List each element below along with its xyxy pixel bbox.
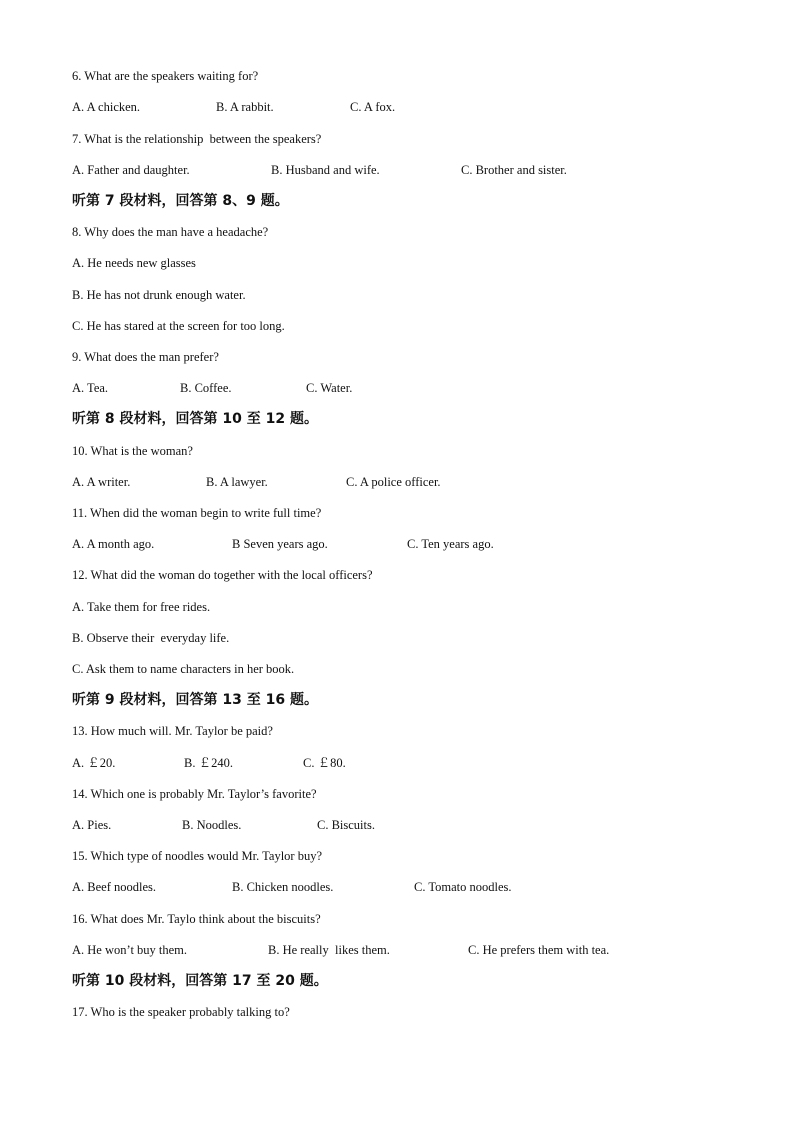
options-16	[72, 942, 722, 958]
option-15b: B. Chicken noodles.	[232, 880, 334, 894]
option-8a: A. He needs new glasses	[72, 256, 196, 270]
option-12b: B. Observe their everyday life.	[72, 631, 230, 645]
options-6	[72, 99, 722, 115]
option-15a: A. Beef noodles.	[72, 880, 157, 894]
option-13c: C. ￡80.	[303, 756, 346, 770]
option-16c: C. He prefers them with tea.	[468, 943, 610, 957]
option-9a: A. Tea.	[72, 381, 109, 395]
option-6a: A. A chicken.	[72, 100, 141, 114]
option-11a: A. A month ago.	[72, 537, 155, 551]
option-10b: B. A lawyer.	[206, 475, 268, 489]
section-heading-7: 听第 7 段材料，回答第 8、9 题。	[72, 193, 289, 209]
option-14b: B. Noodles.	[182, 818, 242, 832]
question-6: 6. What are the speakers waiting for?	[72, 69, 259, 83]
question-14: 14. Which one is probably Mr. Taylor’s favorite?	[72, 787, 317, 801]
option-8c: C. He has stared at the screen for too long.	[72, 319, 285, 333]
question-16: 16. What does Mr. Taylo think about the biscuits?	[72, 912, 321, 926]
options-10	[72, 474, 722, 490]
option-16a: A. He won’t buy them.	[72, 943, 188, 957]
question-17: 17. Who is the speaker probably talking to?	[72, 1005, 290, 1019]
option-11c: C. Ten years ago.	[407, 537, 494, 551]
question-12: 12. What did the woman do together with the local officers?	[72, 568, 373, 582]
option-14c: C. Biscuits.	[317, 818, 375, 832]
question-8: 8. Why does the man have a headache?	[72, 225, 269, 239]
option-15c: C. Tomato noodles.	[414, 880, 512, 894]
option-7a: A. Father and daughter.	[72, 163, 190, 177]
option-13b: B. ￡240.	[184, 756, 233, 770]
options-14	[72, 817, 722, 833]
question-11: 11. When did the woman begin to write full time?	[72, 506, 322, 520]
question-15: 15. Which type of noodles would Mr. Taylor buy?	[72, 849, 323, 863]
option-12c: C. Ask them to name characters in her book.	[72, 662, 295, 676]
option-13a: A. ￡20.	[72, 756, 116, 770]
option-16b: B. He really likes them.	[268, 943, 390, 957]
option-12a: A. Take them for free rides.	[72, 600, 211, 614]
question-13: 13. How much will. Mr. Taylor be paid?	[72, 724, 273, 738]
option-14a: A. Pies.	[72, 818, 112, 832]
question-10: 10. What is the woman?	[72, 444, 193, 458]
option-7c: C. Brother and sister.	[461, 163, 567, 177]
section-heading-8: 听第 8 段材料，回答第 10 至 12 题。	[72, 411, 318, 427]
section-heading-10: 听第 10 段材料，回答第 17 至 20 题。	[72, 973, 328, 989]
option-9b: B. Coffee.	[180, 381, 232, 395]
options-13	[72, 755, 722, 771]
option-9c: C. Water.	[306, 381, 353, 395]
options-7	[72, 162, 722, 178]
option-6b: B. A rabbit.	[216, 100, 274, 114]
exam-page	[72, 0, 722, 1123]
question-9: 9. What does the man prefer?	[72, 350, 219, 364]
question-7: 7. What is the relationship between the speakers?	[72, 132, 322, 146]
option-6c: C. A fox.	[350, 100, 396, 114]
options-11	[72, 536, 722, 552]
option-8b: B. He has not drunk enough water.	[72, 288, 246, 302]
section-heading-9: 听第 9 段材料，回答第 13 至 16 题。	[72, 692, 318, 708]
options-9	[72, 380, 722, 396]
option-7b: B. Husband and wife.	[271, 163, 380, 177]
options-15	[72, 879, 722, 895]
option-10a: A. A writer.	[72, 475, 131, 489]
option-10c: C. A police officer.	[346, 475, 441, 489]
option-11b: B Seven years ago.	[232, 537, 328, 551]
